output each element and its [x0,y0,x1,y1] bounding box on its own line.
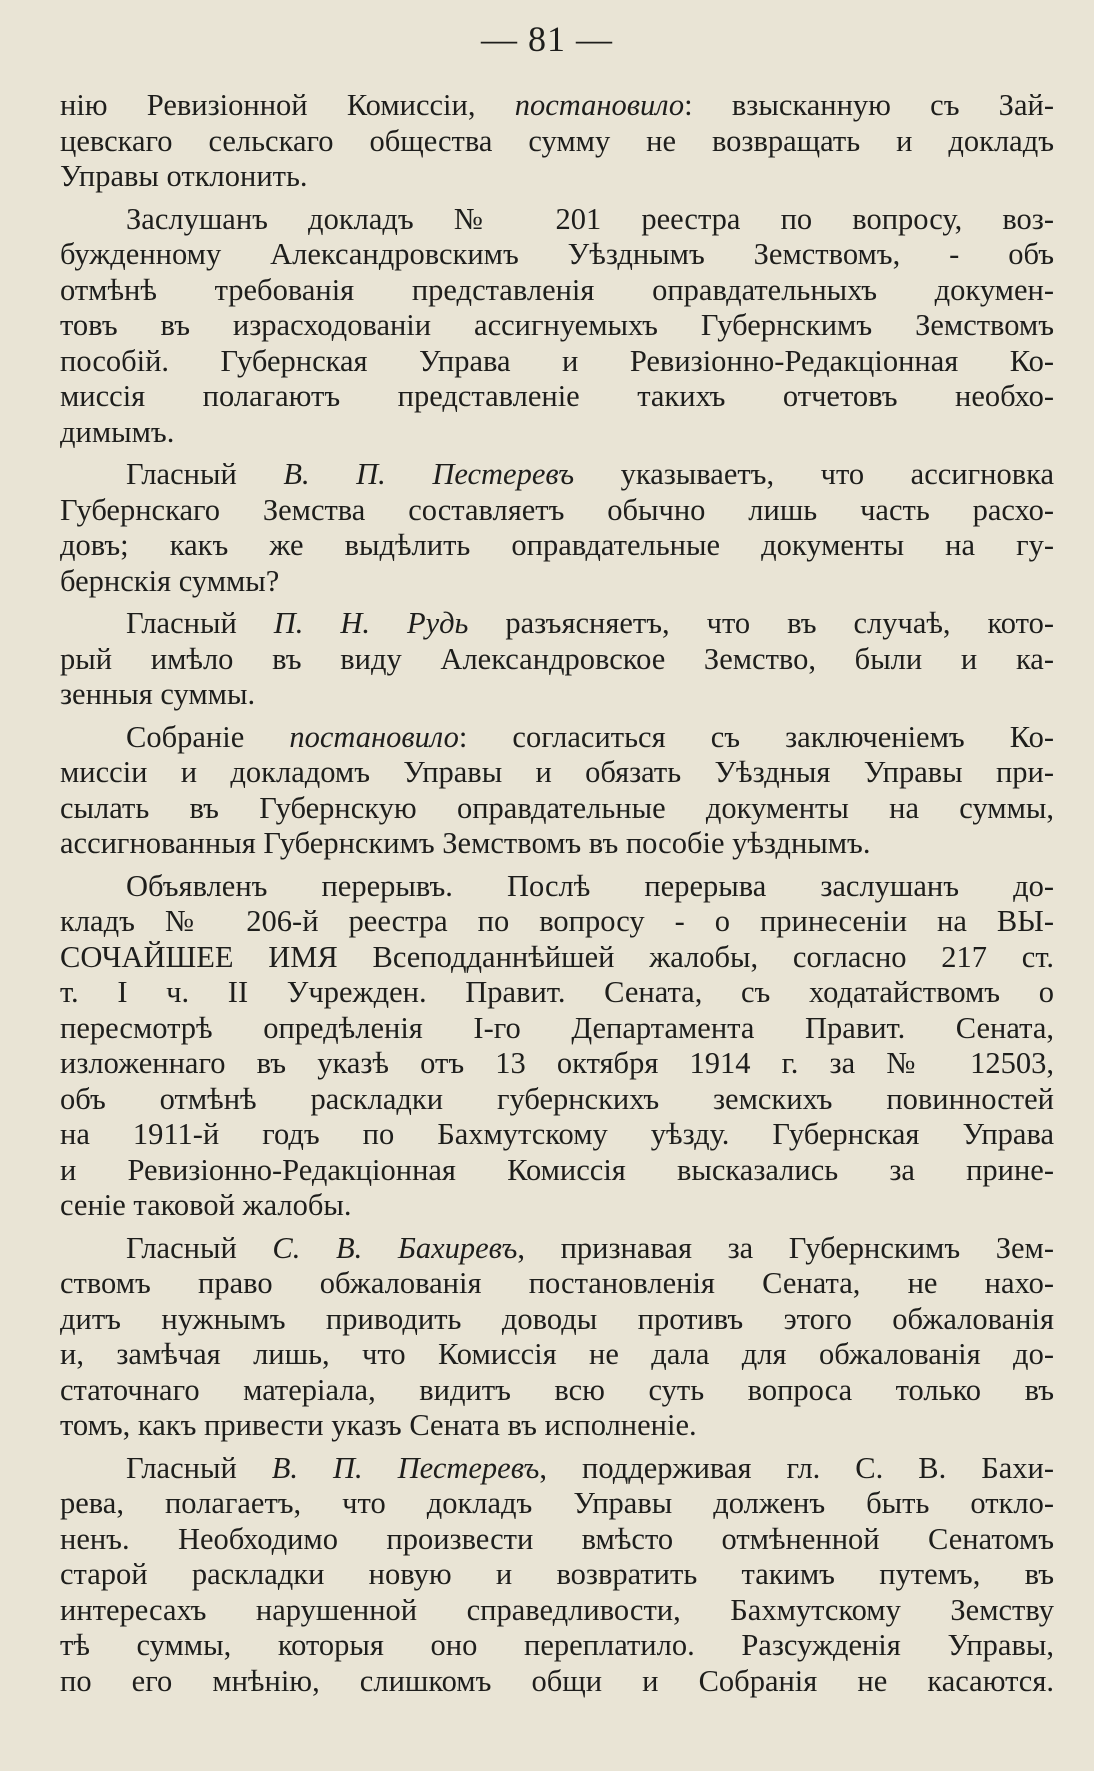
text-line: и Ревизiонно-Редакцiонная Комиссiя высказались за прине- [60,1152,1054,1187]
text-line: рева, полагаетъ, что докладъ Управы долженъ быть откло- [60,1486,1054,1520]
text-line: зенныя суммы. [60,677,256,711]
paragraph [60,88,1054,195]
text-line: старой раскладки новую и возвратить такимъ путемъ, въ [60,1557,1054,1591]
text-line: по его мнѣнiю, слишкомъ общи и Собранiя не касаются. [60,1663,1054,1698]
text-line: Гласный В. П. Пестеревъ указываетъ, что ассигновка [126,457,1054,491]
text-line: интересахъ нарушенной справедливости, Бахмутскому Земству [60,1592,1054,1627]
paragraph [60,1231,1054,1444]
speaker-name: В. П. Пестеревъ [271,1450,540,1485]
text-line: СОЧАЙШЕЕ ИМЯ Всеподданнѣйшей жалобы, согласно 217 ст. [60,939,1054,974]
paragraph [60,457,1054,599]
text-line: миссiи и докладомъ Управы и обязать Уѣздныя Управы при- [60,755,1054,789]
text-line: сылать въ Губернскую оправдательные документы на суммы, [60,790,1054,825]
speaker-name: постановило [289,719,459,754]
text-line: нiю Ревизiонной Комиссiи, постановило: взысканную съ Зай- [60,88,1054,122]
paragraph [60,202,1054,451]
text-line: пересмотрѣ опредѣленiя I-го Департамента Правит. Сената, [60,1010,1054,1045]
text-line: товъ въ израсходованiи ассигнуемыхъ Губернскимъ Земствомъ [60,308,1054,342]
text-line: Заслушанъ докладъ № 201 реестра по вопросу, воз- [126,201,1054,236]
text-line: Собранiе постановило: согласиться съ заключенiемъ Ко- [126,719,1055,754]
text-line: Гласный П. Н. Рудь разъясняетъ, что въ случаѣ, кото- [126,606,1054,640]
text-line: Гласный В. П. Пестеревъ, поддерживая гл. С. В. Бахи- [126,1450,1054,1485]
text-line: и, замѣчая лишь, что Комиссiя не дала для обжалованiя до- [60,1337,1054,1371]
text-line: отмѣнѣ требованiя представленiя оправдательныхъ докумен- [60,272,1054,307]
text-line: димымъ. [60,414,175,449]
text-line: цевскаго сельскаго общества сумму не возвращать и докладъ [60,123,1054,158]
text-line: ненъ. Необходимо произвести вмѣсто отмѣненной Сенатомъ [60,1521,1054,1556]
text-line: Гласный С. В. Бахиревъ, признавая за Губернскимъ Зем- [126,1230,1054,1265]
text-line: Губернскаго Земства составляетъ обычно лишь часть расхо- [60,492,1054,527]
text-line: объ отмѣнѣ раскладки губернскихъ земскихъ повинностей [60,1081,1054,1116]
speaker-name: В. П. Пестеревъ [283,457,575,491]
body-text [60,88,1054,1706]
speaker-name: П. Н. Рудь [273,606,469,640]
paragraph [60,869,1054,1224]
text-line: кладъ № 206-й реестра по вопросу - о принесенiи на ВЫ- [60,904,1054,938]
text-line: ствомъ право обжалованiя постановленiя Сената, не нахо- [60,1266,1054,1300]
text-line: Объявленъ перерывъ. Послѣ перерыва заслушанъ до- [126,868,1054,903]
text-line: рый имѣло въ виду Александровское Земство, были и ка- [60,641,1054,676]
speaker-name: постановило [514,88,685,122]
paragraph [60,606,1054,713]
text-line: статочнаго матерiала, видитъ всю суть вопроса только въ [60,1372,1054,1407]
text-line: дитъ нужнымъ приводить доводы противъ этого обжалованiя [60,1301,1054,1336]
text-line: бужденному Александровскимъ Уѣзднымъ Земствомъ, - объ [60,237,1054,271]
speaker-name: С. В. Бахиревъ [272,1230,518,1265]
paragraph [60,1451,1054,1700]
text-line: миссiя полагаютъ представленiе такихъ отчетовъ необхо- [60,379,1054,413]
text-line: тѣ суммы, которыя оно переплатило. Разсужденiя Управы, [60,1628,1054,1662]
text-line: Управы отклонить. [60,159,308,193]
text-line: изложеннаго въ указѣ отъ 13 октября 1914 г. за № 12503, [60,1046,1054,1080]
text-line: бернскiя суммы? [60,563,280,598]
text-line: довъ; какъ же выдѣлить оправдательные документы на гу- [60,528,1054,562]
text-line: пособiй. Губернская Управа и Ревизiонно-Редакцiонная Ко- [60,343,1054,378]
page-number: — 81 — [481,19,613,59]
text-line: т. I ч. II Учрежден. Правит. Сената, съ ходатайствомъ о [60,975,1054,1009]
paragraph [60,720,1054,862]
text-line: сенiе таковой жалобы. [60,1188,352,1222]
text-line: томъ, какъ привести указъ Сената въ исполненiе. [60,1408,697,1442]
text-line: ассигнованныя Губернскимъ Земствомъ въ пособiе уѣзднымъ. [60,826,871,860]
text-line: на 1911-й годъ по Бахмутскому уѣзду. Губернская Управа [60,1117,1054,1151]
